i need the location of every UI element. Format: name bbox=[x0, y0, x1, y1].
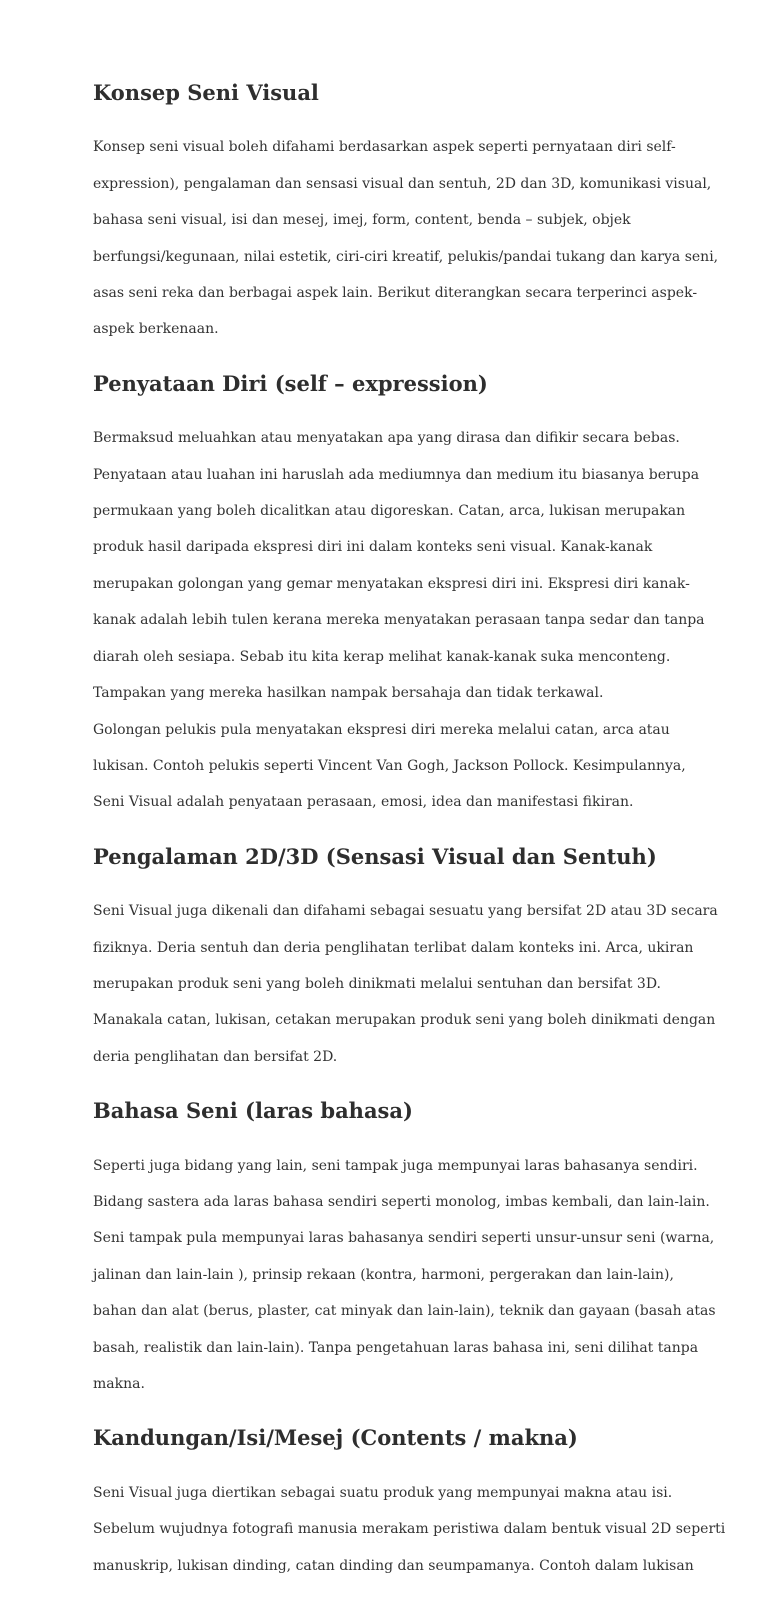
text-line: Seni Visual juga diertikan sebagai suatu produk yang mempunyai makna atau isi. bbox=[93, 1484, 673, 1501]
text-line: makna. bbox=[93, 1376, 145, 1392]
document-page bbox=[93, 80, 726, 1611]
section-paragraph bbox=[93, 1466, 726, 1593]
text-line: produk hasil daripada ekspresi diri ini dalam konteks seni visual. Kanak-kanak bbox=[93, 539, 653, 556]
text-line: merupakan produk seni yang boleh dinikmati melalui sentuhan dan bersifat 3D. bbox=[93, 975, 662, 992]
section-heading: Bahasa Seni (laras bahasa) bbox=[93, 1098, 413, 1124]
text-line: bahan dan alat (berus, plaster, cat minyak dan lain-lain), teknik dan gayaan (basah atas bbox=[93, 1303, 716, 1320]
text-line: jalinan dan lain-lain ), prinsip rekaan (kontra, harmoni, pergerakan dan lain-lain), bbox=[93, 1266, 674, 1283]
text-line: asas seni reka dan berbagai aspek lain. Berikut diterangkan secara terperinci aspek- bbox=[93, 285, 698, 302]
text-line: deria penglihatan dan bersifat 2D. bbox=[93, 1048, 338, 1065]
section-bahasa-seni bbox=[93, 1098, 716, 1411]
text-line: berfungsi/kegunaan, nilai estetik, ciri-ciri kreatif, pelukis/pandai tukang dan karya seni, bbox=[93, 248, 719, 265]
text-line: Tampakan yang mereka hasilkan nampak bersahaja dan tidak terkawal. bbox=[93, 685, 604, 702]
text-line: permukaan yang boleh dicalitkan atau digoreskan. Catan, arca, lukisan merupakan bbox=[93, 503, 686, 520]
text-line: bahasa seni visual, isi dan mesej, imej, form, content, benda – subjek, objek bbox=[93, 212, 631, 229]
text-line: Bermaksud meluahkan atau menyatakan apa yang dirasa dan difikir secara bebas. bbox=[93, 430, 680, 447]
text-line: Seni tampak pula mempunyai laras bahasanya sendiri seperti unsur-unsur seni (warna, bbox=[93, 1230, 715, 1247]
text-line: aspek berkenaan. bbox=[93, 321, 219, 338]
section-paragraph bbox=[93, 1138, 716, 1411]
text-line: merupakan golongan yang gemar menyatakan ekspresi diri ini. Ekspresi diri kanak- bbox=[93, 575, 690, 592]
text-line: Sebelum wujudnya fotografi manusia merakam peristiwa dalam bentuk visual 2D seperti bbox=[93, 1521, 726, 1538]
text-line: expression), pengalaman dan sensasi visual dan sentuh, 2D dan 3D, komunikasi visual, bbox=[93, 175, 712, 192]
section-kandungan-isi-mesej bbox=[93, 1425, 726, 1593]
section-heading: Kandungan/Isi/Mesej (Contents / makna) bbox=[93, 1425, 578, 1451]
text-line: Bidang sastera ada laras bahasa sendiri seperti monolog, imbas kembali, dan lain-lain. bbox=[93, 1193, 710, 1210]
text-line: diarah oleh sesiapa. Sebab itu kita kerap melihat kanak-kanak suka menconteng. bbox=[93, 648, 671, 665]
section-paragraph bbox=[93, 411, 705, 830]
section-penyataan-diri bbox=[93, 370, 705, 830]
text-line: lukisan. Contoh pelukis seperti Vincent Van Gogh, Jackson Pollock. Kesimpulannya, bbox=[93, 757, 686, 774]
text-line: Seperti juga bidang yang lain, seni tampak juga mempunyai laras bahasanya sendiri. bbox=[93, 1157, 698, 1174]
section-paragraph bbox=[93, 120, 719, 357]
text-line: kanak adalah lebih tulen kerana mereka menyatakan perasaan tanpa sedar dan tanpa bbox=[93, 612, 705, 629]
text-line: basah, realistik dan lain-lain). Tanpa pengetahuan laras bahasa ini, seni dilihat tanpa bbox=[93, 1339, 699, 1356]
section-heading: Penyataan Diri (self – expression) bbox=[93, 370, 488, 396]
text-line: Seni Visual adalah penyataan perasaan, emosi, idea dan manifestasi fikiran. bbox=[93, 794, 634, 811]
text-line: Penyataan atau luahan ini haruslah ada mediumnya dan medium itu biasanya berupa bbox=[93, 466, 700, 483]
text-line: Manakala catan, lukisan, cetakan merupakan produk seni yang boleh dinikmati dengan bbox=[93, 1012, 716, 1029]
section-pengalaman-2d-3d bbox=[93, 843, 718, 1084]
section-heading: Pengalaman 2D/3D (Sensasi Visual dan Sentuh) bbox=[93, 843, 657, 869]
text-line: Golongan pelukis pula menyatakan ekspresi diri mereka melalui catan, arca atau bbox=[93, 721, 670, 738]
text-line: manuskrip, lukisan dinding, catan dinding dan seumpamanya. Contoh dalam lukisan bbox=[93, 1557, 694, 1574]
text-line: Konsep seni visual boleh difahami berdasarkan aspek seperti pernyataan diri self- bbox=[93, 139, 676, 156]
section-heading: Konsep Seni Visual bbox=[93, 80, 319, 105]
text-line: fiziknya. Deria sentuh dan deria penglihatan terlibat dalam konteks ini. Arca, ukiran bbox=[93, 939, 694, 956]
text-line: Seni Visual juga dikenali dan difahami sebagai sesuatu yang bersifat 2D atau 3D secara bbox=[93, 903, 718, 920]
section-konsep-seni-visual bbox=[93, 80, 719, 357]
section-paragraph bbox=[93, 884, 718, 1084]
